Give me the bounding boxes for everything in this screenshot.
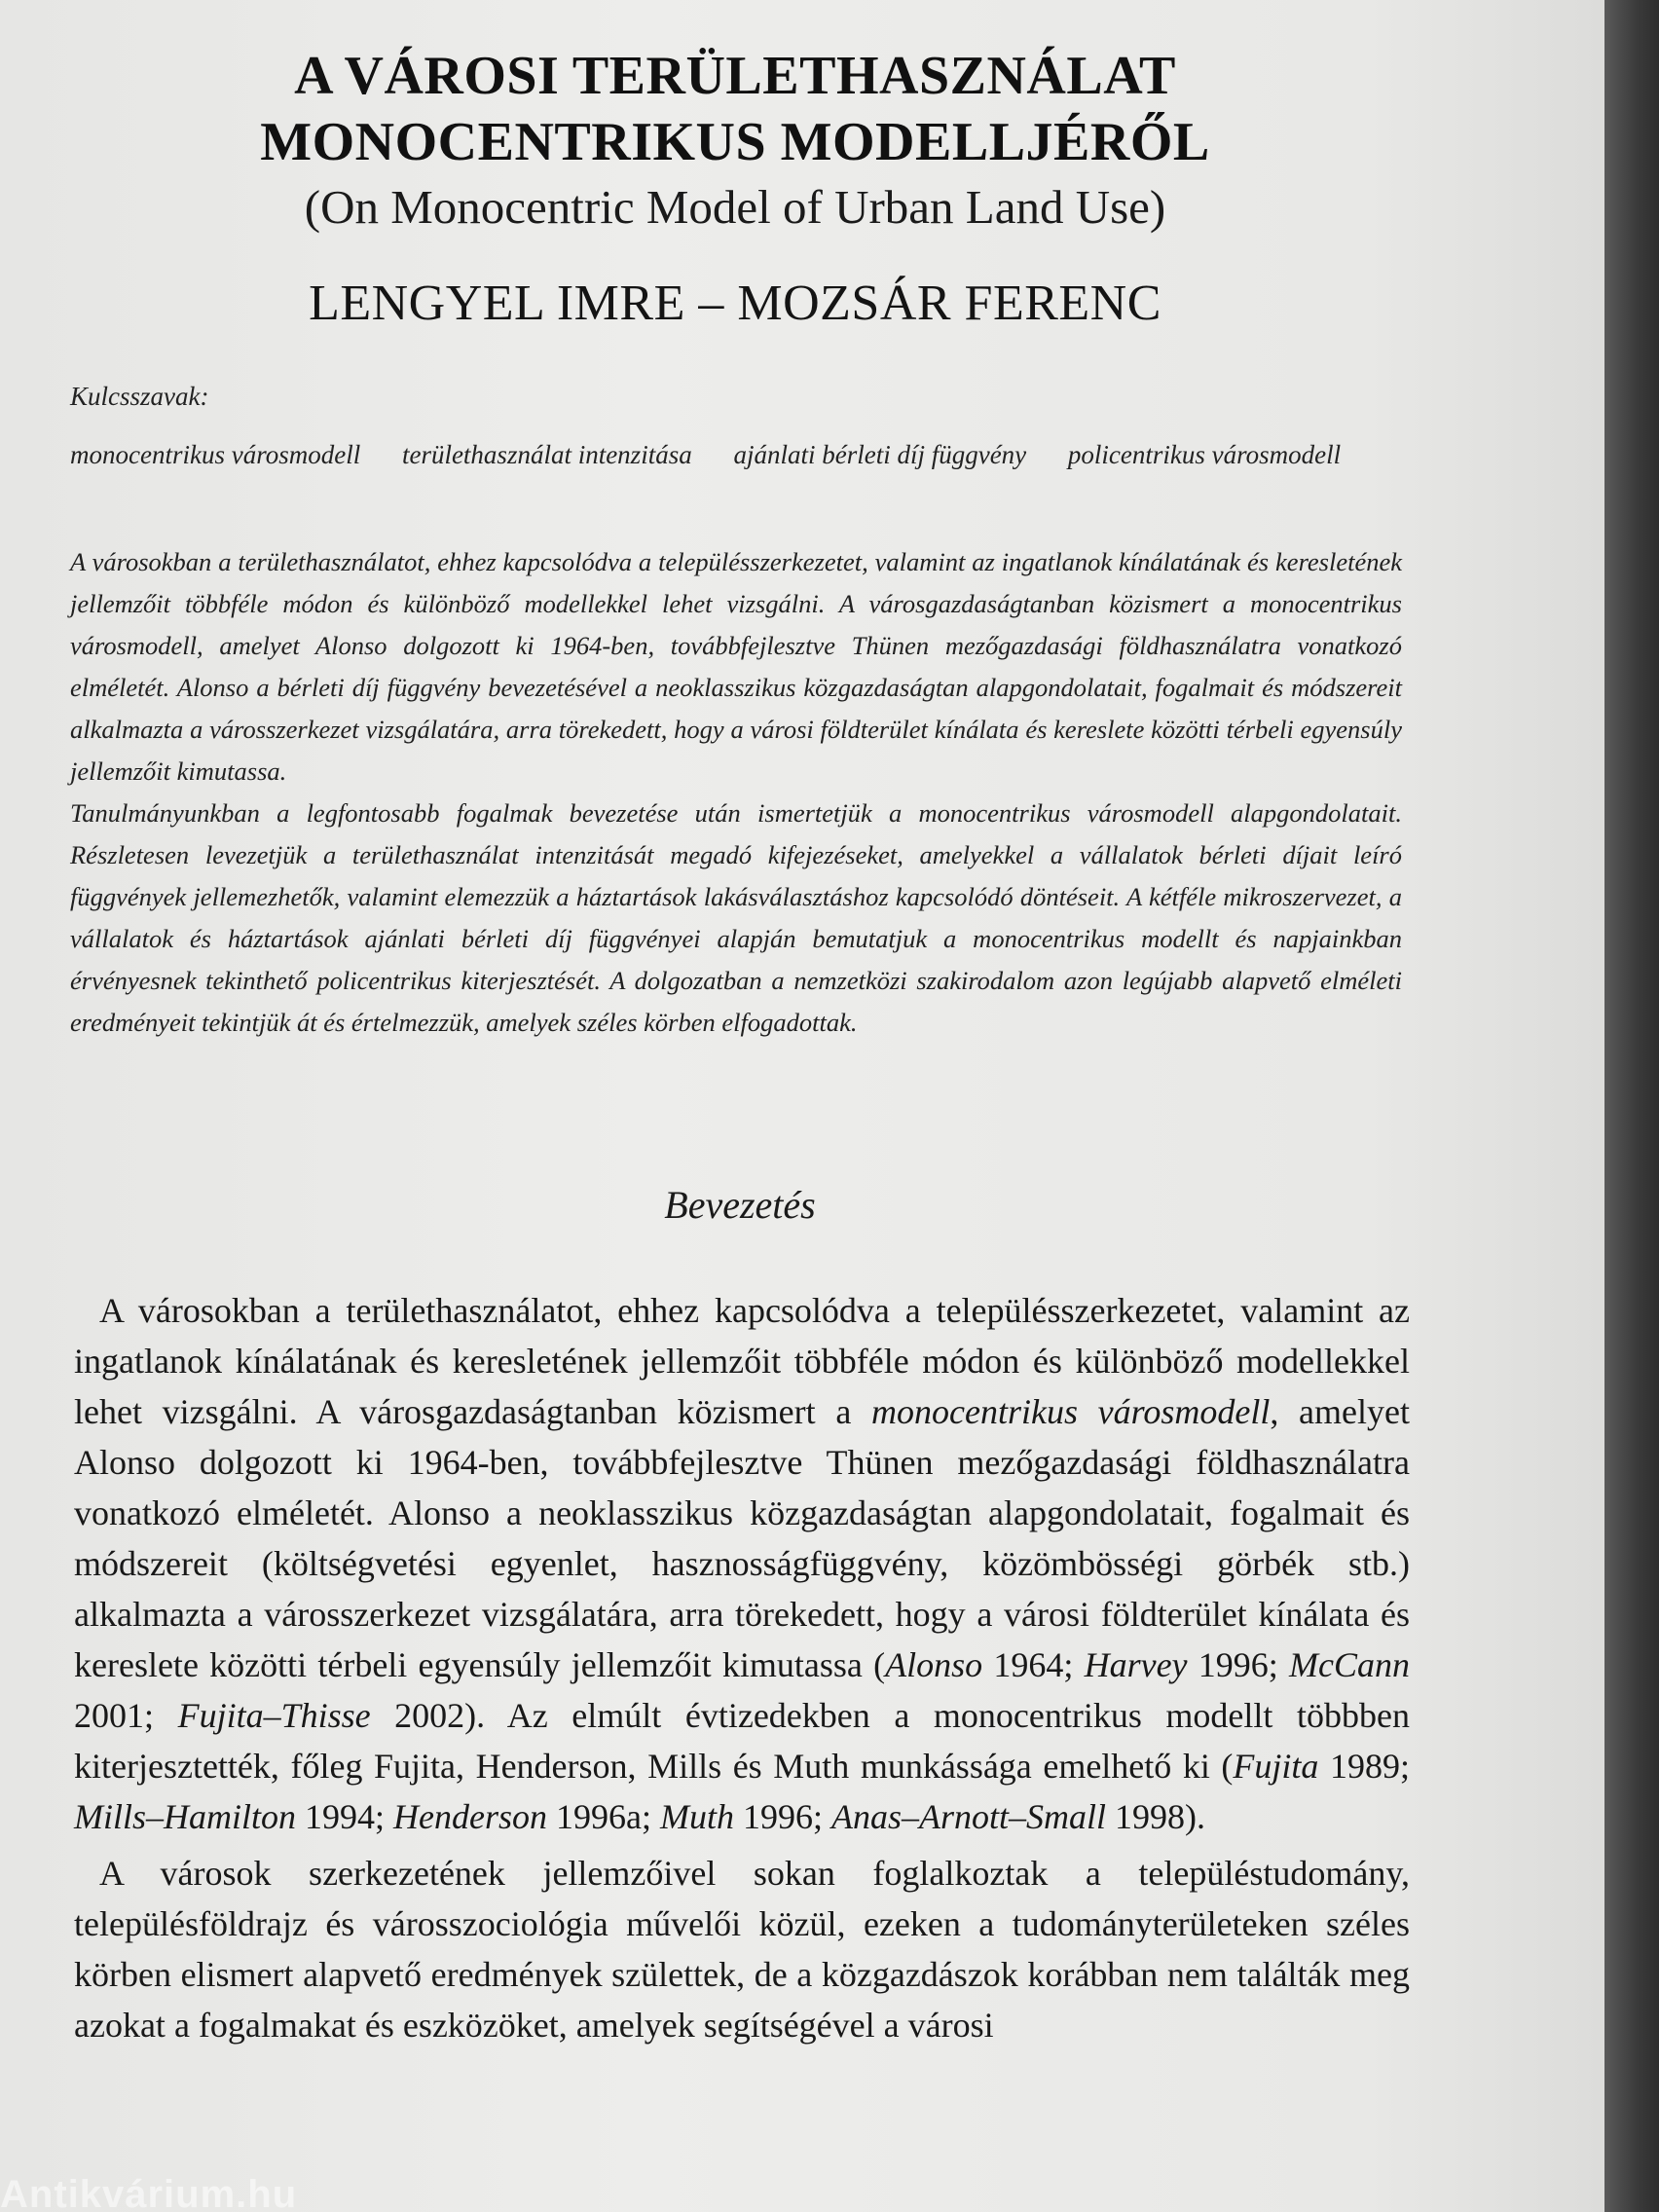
text-run: 1996; <box>734 1797 832 1836</box>
citation: Harvey <box>1084 1645 1188 1684</box>
page-edge-shadow <box>1604 0 1659 2212</box>
citation: Muth <box>660 1797 734 1836</box>
citation: McCann <box>1289 1645 1410 1684</box>
keywords-label: Kulcsszavak: <box>70 382 209 411</box>
text-run: 1964; <box>982 1645 1085 1684</box>
abstract <box>70 541 1402 1044</box>
text-run: 1998). <box>1106 1797 1206 1836</box>
keyword: területhasználat intenzitása <box>401 440 692 469</box>
text-run: 1989; <box>1318 1747 1410 1786</box>
abstract-paragraph-1: A városokban a területhasználatot, ehhez kapcsolódva a településszerkezetet, valamint az ingatlanok kínálatának és keresletének jellemzőit többféle módon és különböző modellekkel lehet vizsgálni. A városgazdaságtanban közismert a monocentrikus városmodell, amelyet Alonso dolgozott ki 1964-ben, továbbfejlesztve Thünen mezőgazdasági földhasználatra vonatkozó elméletét. Alonso a bérleti díj függvény bevezetésével a neoklasszikus közgazdaságtan alapgondolatait, fogalmait és módszereit alkalmazta a városszerkezet vizsgálatára, arra törekedett, hogy a városi földterület kínálata és kereslete közötti térbeli egyensúly jellemzőit kimutassa. <box>70 547 1402 786</box>
keyword: policentrikus városmodell <box>1067 440 1342 469</box>
text-run: A városokban a területhasználatot, ehhez kapcsolódva a településszerkezetet, valamint az ingatlanok kínálatának és keresletének jellemzőit többféle módon és különböző modellekkel lehet vizsgálni. A városgazdaságtanban közismert a <box>74 1291 1410 1431</box>
body-paragraph-1 <box>74 1285 1410 1842</box>
text-run: 1996a; <box>547 1797 660 1836</box>
text-run: 2002). Az elmúlt évtizedekben a monocentrikus modellt többben kiterjesztették, főleg Fujita, Henderson, Mills és Muth munkássága emelhető ki ( <box>74 1696 1410 1786</box>
citation: Henderson <box>393 1797 548 1836</box>
title-line-2: MONOCENTRIKUS MODELLJÉRŐL <box>260 112 1210 172</box>
citation: Alonso <box>885 1645 983 1684</box>
text-run: 2001; <box>74 1696 178 1735</box>
title-line-1: A VÁROSI TERÜLETHASZNÁLAT <box>294 46 1176 106</box>
citation: Anas–Arnott–Small <box>831 1797 1107 1836</box>
citation: Mills–Hamilton <box>74 1797 297 1836</box>
watermark: Antikvárium.hu <box>0 2173 298 2212</box>
abstract-paragraph-2: Tanulmányunkban a legfontosabb fogalmak bevezetése után ismertetjük a monocentrikus városmodell alapgondolatait. Részletesen levezetjük a területhasználat intenzitását megadó kifejezéseket, amelyekkel a vállalatok bérleti díjait leíró függvények jellemezhetők, valamint elemezzük a háztartások lakásválasztáshoz kapcsolódó döntéseit. A kétféle mikroszervezet, a vállalatok és háztartások ajánlati bérleti díj függvényei alapján bemutatjuk a monocentrikus modellt és napjainkban érvényesnek tekinthető policentrikus kiterjesztését. A dolgozatban a nemzetközi szakirodalom azon legújabb alapvető elméleti eredményeit tekintjük át és értelmezzük, amelyek széles körben elfogadottak. <box>70 798 1402 1037</box>
keywords-list <box>70 434 1400 475</box>
body-paragraph-2: A városok szerkezetének jellemzőivel sokan foglalkoztak a településtudomány, településföldrajz és városszociológia művelői közül, ezeken a tudományterületeken széles körben elismert alapvető eredmények születtek, de a közgazdászok korábban nem találták meg azokat a fogalmakat és eszközöket, amelyek segítségével a városi <box>74 1854 1410 2045</box>
text-run: 1994; <box>296 1797 394 1836</box>
section-title: Bevezetés <box>664 1183 816 1227</box>
paper-title <box>0 43 1470 175</box>
text-run: , amelyet Alonso dolgozott ki 1964-ben, továbbfejlesztve Thünen mezőgazdasági földhasználatra vonatkozó elméletét. Alonso a neoklasszikus közgazdaságtan alapgondolatait, fogalmait és módszereit (költségvetési egyenlet, hasznosságfüggvény, közömbösségi görbék stb.) alkalmazta a városszerkezet vizsgálatára, arra törekedett, hogy a városi földterület kínálata és kereslete közötti térbeli egyensúly jellemzőit kimutassa ( <box>74 1392 1410 1684</box>
keyword: ajánlati bérleti díj függvény <box>733 440 1027 469</box>
english-subtitle: (On Monocentric Model of Urban Land Use) <box>304 180 1166 234</box>
citation: Fujita <box>1233 1747 1319 1786</box>
text-run: 1996; <box>1187 1645 1290 1684</box>
citation: Fujita–Thisse <box>177 1696 371 1735</box>
term-monocentric: monocentrikus városmodell <box>871 1392 1271 1431</box>
authors: LENGYEL IMRE – MOZSÁR FERENC <box>309 276 1161 331</box>
body-text <box>74 1285 1410 2050</box>
keyword: monocentrikus városmodell <box>70 440 361 469</box>
